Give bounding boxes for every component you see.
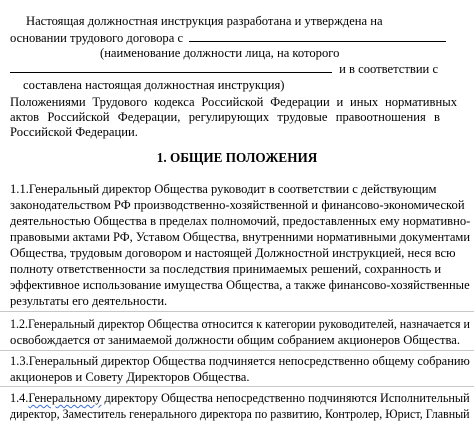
p1-line-7: эффективное использование имущества Общества, а также финансово-хозяйственные — [10, 278, 470, 292]
p4-prefix: 1.4. — [10, 391, 29, 405]
intro-line-6: Положениями Трудового кодекса Российской Федерации и иных нормативных — [10, 95, 457, 109]
p1-line-8: результаты его деятельности. — [10, 294, 168, 308]
position-blank — [10, 61, 332, 73]
intro-line-3: (наименование должности лица, на которого — [100, 46, 340, 60]
intro-line-2-text: основании трудового договора с — [10, 31, 184, 45]
p1-line-6: полноту ответственности за последствия принимаемых решений, сохранность и — [10, 262, 442, 276]
section-title: 1. ОБЩИЕ ПОЛОЖЕНИЯ — [156, 150, 318, 165]
p3-line-1: 1.3.Генеральный директор Общества подчиняется непосредственно общему собранию — [10, 354, 470, 368]
intro-line-1: Настоящая должностная инструкция разработана и утверждена на — [26, 14, 383, 28]
intro-line-4 — [10, 61, 438, 77]
intro-line-5: составлена настоящая должностная инструкция) — [23, 78, 285, 92]
paragraph-divider-2 — [0, 350, 474, 351]
p2-line-2: освобождается от занимаемой должности общим собранием акционеров Общества. — [10, 333, 460, 347]
spellcheck-flagged-word: Генеральному — [28, 391, 102, 405]
p1-line-4: правовыми актами РФ, Уставом Общества, внутренними нормативными документами — [10, 230, 471, 244]
p3-line-2: акционеров и Совету Директоров Общества. — [10, 370, 250, 384]
p1-line-3: деятельностью Общества в пределах полномочий, предоставленных ему нормативно- — [10, 214, 471, 228]
p4-line-1 — [10, 390, 470, 406]
p4-line-1-rest: директору Общества непосредственно подчиняются Исполнительный — [101, 391, 470, 405]
p2-line-1: 1.2.Генеральный директор Общества относится к категории руководителей, назначается и — [10, 317, 470, 331]
intro-line-8: Российской Федерации. — [10, 125, 138, 139]
p1-line-5: Общества, трудовым договором и настоящей Должностной инструкцией, неся всю — [10, 246, 456, 260]
intro-line-2 — [10, 30, 446, 46]
paragraph-divider-1 — [0, 311, 474, 312]
intro-line-4-text: и в соответствии с — [339, 62, 439, 76]
paragraph-divider-3 — [0, 386, 474, 387]
p1-line-1: 1.1.Генеральный директор Общества руководит в соответствии с действующим — [10, 182, 437, 196]
p4-line-2: директор, Заместитель генерального директора по развитию, Контролер, Юрист, Главный — [10, 407, 470, 421]
contract-party-blank — [189, 30, 446, 42]
p1-line-2: законодательством РФ производственно-хозяйственной и финансово-экономической — [10, 198, 465, 212]
intro-line-7: актов Российской Федерации, регулирующих трудовые правоотношения в — [10, 110, 440, 124]
